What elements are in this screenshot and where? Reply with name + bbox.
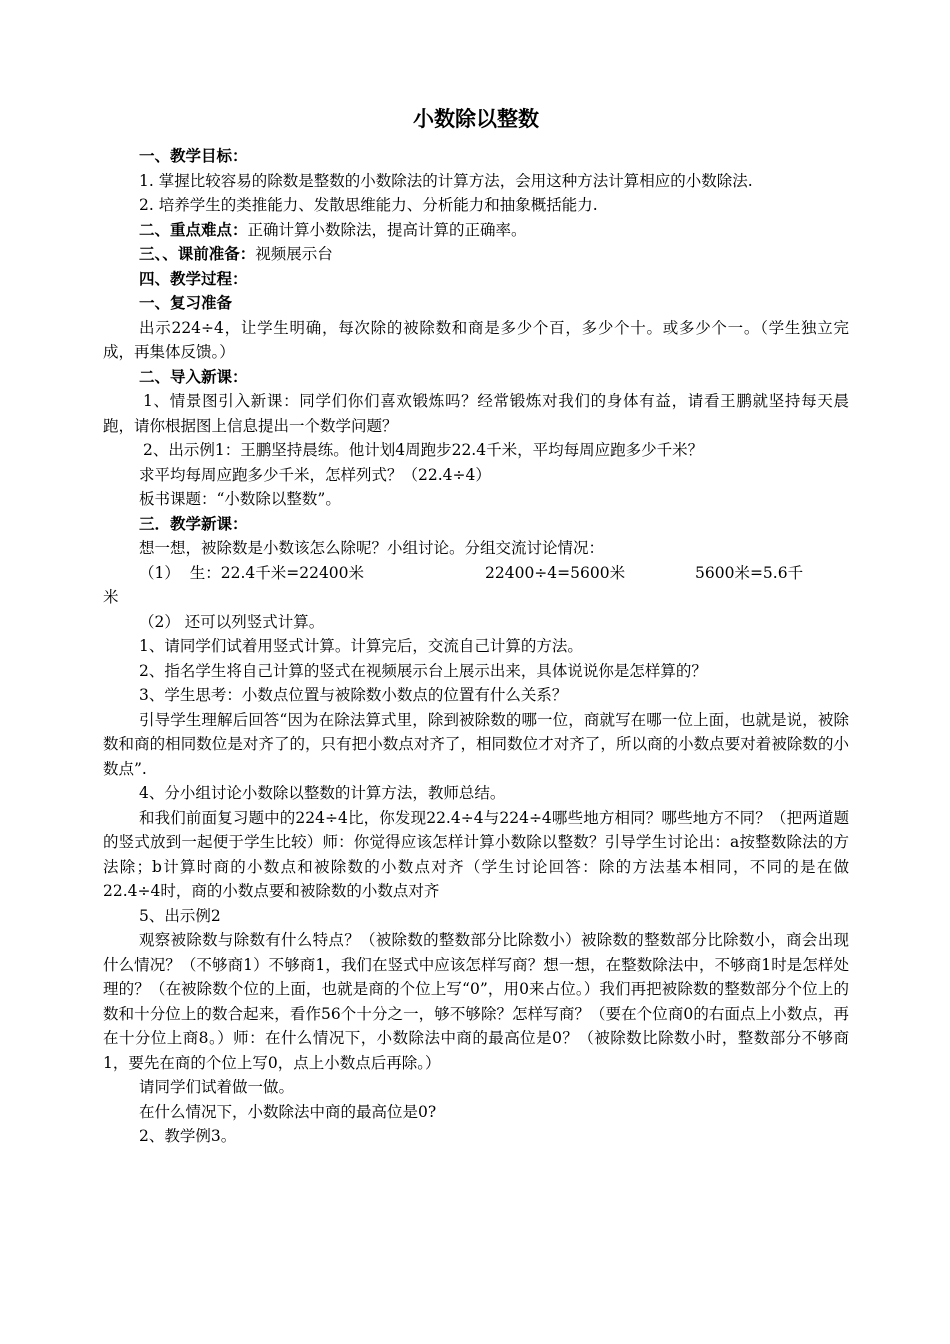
calc-step-1: （1） 生：22.4千米=22400米: [139, 563, 365, 582]
section-heading: [103, 242, 849, 267]
section-heading: 一、教学目标：: [139, 147, 248, 165]
paragraph: 1. 掌握比较容易的除数是整数的小数除法的计算方法，会用这种方法计算相应的小数除法.: [139, 171, 753, 190]
document-body: [103, 144, 849, 1149]
paragraph: 和我们前面复习题中的224÷4比，你发现22.4÷4与224÷4哪些地方相同？哪些地方不同？（把两道题的竖式放到一起便于学生比较）师：你觉得应该怎样计算小数除以整数？引导学生讨论出：a按整数除法的方法除；b计算时商的小数点和被除数的小数点对齐（学生讨论回答：除的方法基本相同，不同的是在做22.4÷4时，商的小数点要和被除数的小数点对齐: [103, 808, 849, 900]
paragraph: 观察被除数与除数有什么特点？（被除数的整数部分比除数小）被除数的整数部分比除数小，商会出现什么情况？（不够商1）不够商1，我们在竖式中应该怎样写商？想一想，在整数除法中，不够商1时是怎样处理的？（在被除数个位的上面，也就是商的个位上写“0”，用0来占位。）我们再把被除数的整数部分个位上的数和十分位上的数合起来，看作56个十分之一，够不够除？怎样写商？（要在个位商0的右面点上小数点，再在十分位上商8。）师：在什么情况下，小数除法中商的最高位是0？（被除数比除数小时，整数部分不够商1，要先在商的个位上写0，点上小数点后再除。）: [103, 931, 849, 1072]
heading-text: 视频展示台: [255, 245, 333, 263]
paragraph: 在什么情况下，小数除法中商的最高位是0?: [139, 1102, 437, 1121]
paragraph: 米: [103, 588, 119, 606]
calc-step-3: 5600米=5.6千: [695, 563, 804, 582]
paragraph: 2、出示例1：王鹏坚持晨练。他计划4周跑步22.4千米，平均每周应跑多少千米？: [143, 441, 704, 459]
paragraph: 想一想，被除数是小数该怎么除呢？小组讨论。分组交流讨论情况：: [139, 539, 605, 557]
section-heading: 三．教学新课：: [139, 514, 248, 533]
calc-step-2: 22400÷4=5600米: [485, 563, 626, 582]
paragraph: 求平均每周应跑多少千米，怎样列式？（22.4÷4）: [139, 465, 491, 484]
calculation-row: [103, 561, 849, 586]
paragraph: 引导学生理解后回答“因为在除法算式里，除到被除数的哪一位，商就写在哪一位上面，也就是说，被除数和商的相同数位是对齐了的，只有把小数点对齐了，相同数位才对齐了，所以商的小数点要对着被除数的小数点”.: [103, 710, 849, 778]
paragraph: 1、情景图引入新课：同学们你们喜欢锻炼吗？经常锻炼对我们的身体有益，请看王鹏就坚持每天晨跑，请你根据图上信息提出一个数学问题？: [103, 392, 849, 435]
heading-text: 正确计算小数除法，提高计算的正确率。: [247, 220, 527, 239]
paragraph: 出示224÷4，让学生明确，每次除的被除数和商是多少个百，多少个十。或多少个一。（学生独立完成，再集体反馈。）: [103, 318, 849, 361]
paragraph: （2） 还可以列竖式计算。: [139, 612, 325, 631]
paragraph: 请同学们试着做一做。: [139, 1078, 295, 1096]
document-title: 小数除以整数: [413, 107, 539, 131]
paragraph: 3、学生思考：小数点位置与被除数小数点的位置有什么关系？: [139, 686, 568, 704]
heading-label: 三、、课前准备：: [139, 245, 256, 263]
section-heading: 二、导入新课：: [139, 367, 248, 386]
paragraph: 5、出示例2: [139, 906, 221, 925]
heading-label: 二、重点难点：: [139, 220, 248, 239]
section-heading: 一、复习准备: [139, 294, 233, 312]
paragraph: 2、教学例3。: [139, 1127, 237, 1145]
paragraph: 板书课题：“小数除以整数”。: [139, 490, 341, 508]
section-heading: 四、教学过程：: [139, 269, 248, 288]
paragraph: 1、请同学们试着用竖式计算。计算完后，交流自己计算的方法。: [139, 637, 583, 655]
paragraph: 4、分小组讨论小数除以整数的计算方法，教师总结。: [139, 784, 506, 802]
section-heading: [103, 218, 849, 243]
paragraph: 2、指名学生将自己计算的竖式在视频展示台上展示出来，具体说说你是怎样算的？: [139, 661, 707, 680]
paragraph: 2. 培养学生的类推能力、发散思维能力、分析能力和抽象概括能力.: [139, 196, 598, 214]
